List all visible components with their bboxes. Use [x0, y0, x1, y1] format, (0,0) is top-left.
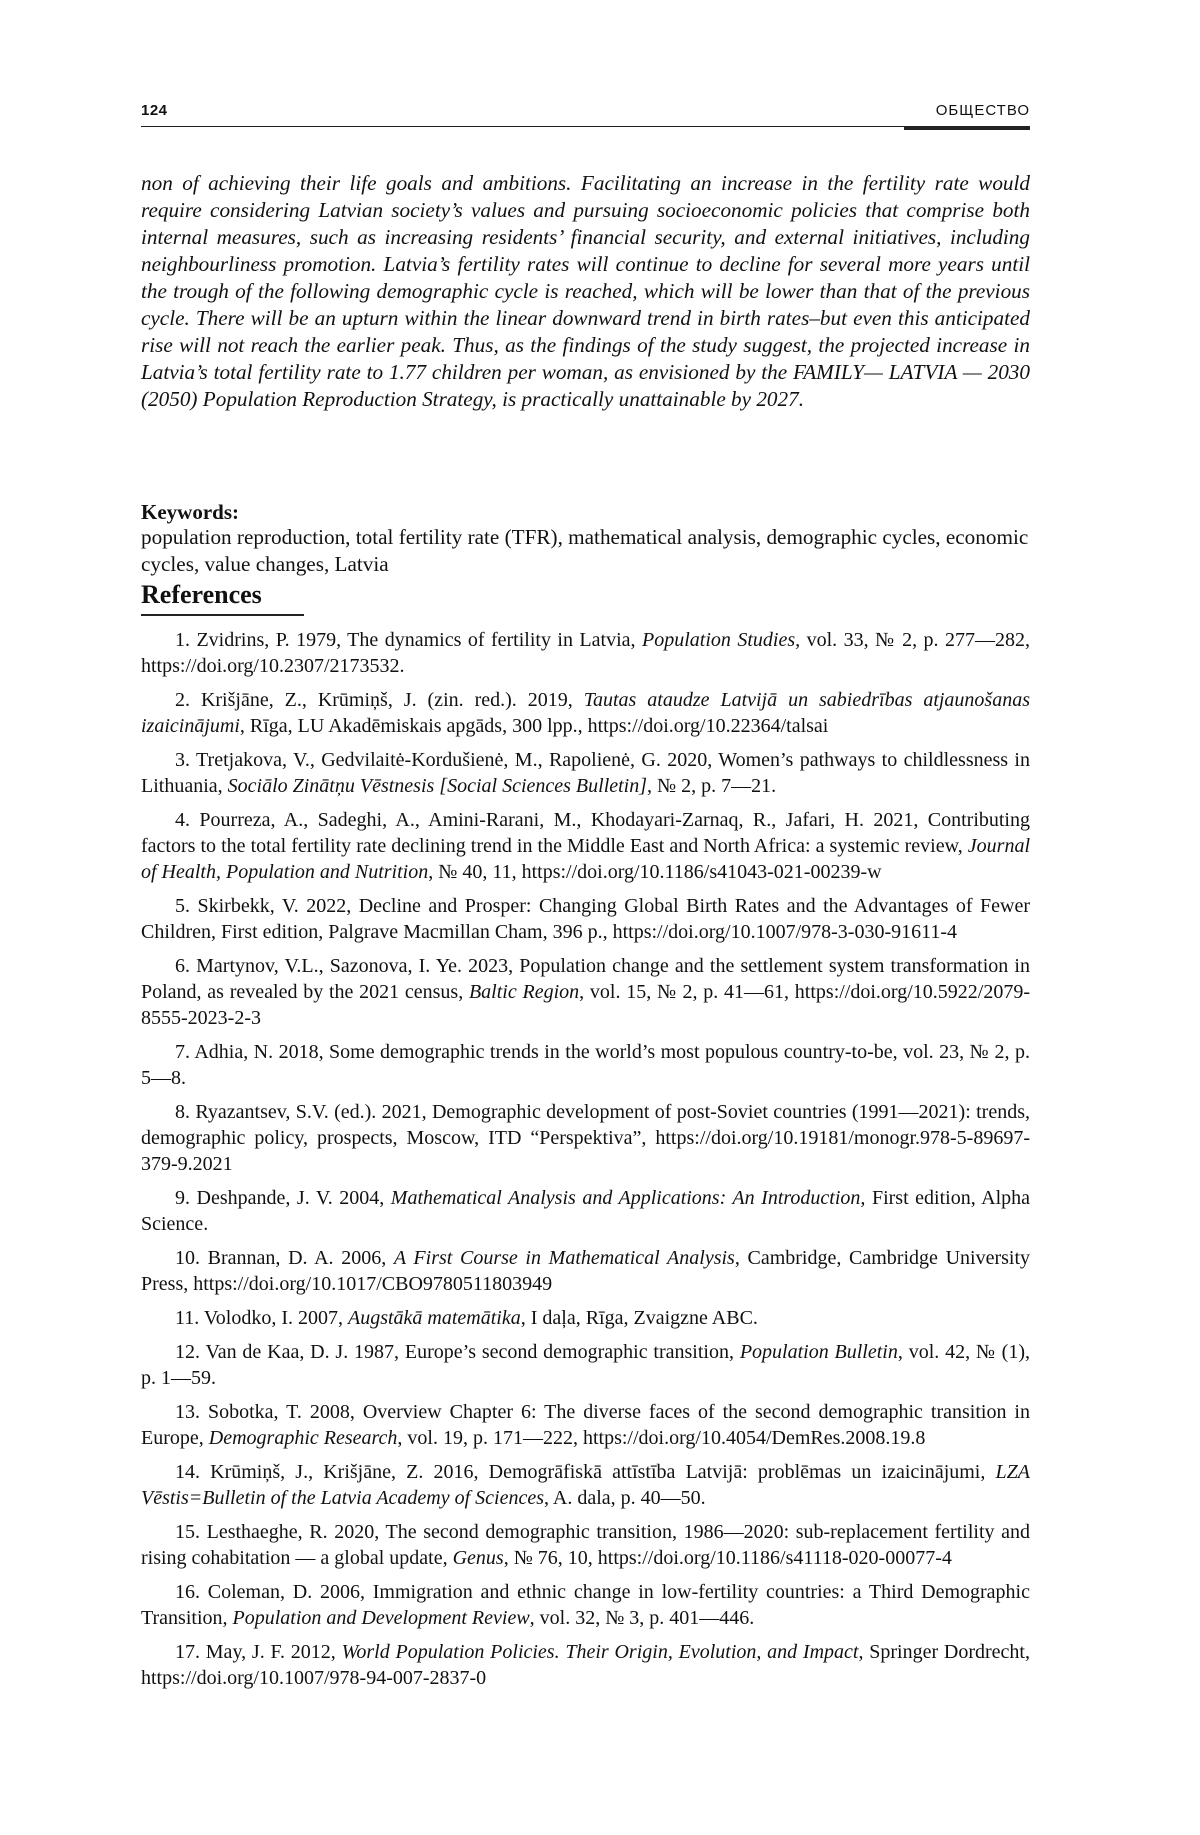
- references-heading-rule: [141, 614, 304, 616]
- reference-source-title: Population Studies,: [641, 629, 801, 651]
- reference-item: [141, 1099, 1030, 1177]
- reference-item: [141, 893, 1030, 945]
- reference-text: 15. Lesthaeghe, R. 2020, The second demographic transition, 1986—2020: sub-replacement fertility and rising cohabitation — a global update,: [141, 1521, 1030, 1569]
- references-list: [141, 627, 1030, 1699]
- reference-text: 8. Ryazantsev, S.V. (ed.). 2021, Demographic development of post-Soviet countries (1991—2021): trends, demographic policy, prospects, Moscow, ITD “Perspektiva”, https://doi.org/10.19181/monogr.978-5-89697-379-9.2021: [141, 1101, 1030, 1175]
- reference-details: , vol. 19, p. 171—222, https://doi.org/10.4054/DemRes.2008.19.8: [397, 1427, 926, 1449]
- reference-source-title: Baltic Region: [468, 981, 580, 1003]
- reference-text: 16. Coleman, D. 2006, Immigration and ethnic change in low-fertility countries: a Third Demographic Transition,: [141, 1581, 1030, 1629]
- keywords-label: Keywords:: [141, 500, 239, 524]
- reference-text: 13. Sobotka, T. 2008, Overview Chapter 6: The diverse faces of the second demographic transition in Europe,: [141, 1401, 1030, 1449]
- abstract-text: non of achieving their life goals and ambitions. Facilitating an increase in the fertility rate would require considering Latvian society’s values and pursuing socioeconomic policies that comprise both internal measures, such as increasing residents’ financial security, and external initiatives, including neighbourliness promotion. Latvia’s fertility rates will continue to decline for several more years until the trough of the following demographic cycle is reached, which will be lower than that of the previous cycle. There will be an upturn within the linear downward trend in birth rates–but even this anticipated rise will not reach the earlier peak. Thus, as the findings of the study suggest, the projected increase in Latvia’s total fertility rate to 1.77 children per woman, as envisioned by the FAMILY— LATVIA — 2030 (2050) Population Reproduction Strategy, is practically unattainable by 2027.: [141, 171, 1030, 411]
- reference-source-title: Augstākā matemātika: [347, 1307, 521, 1329]
- reference-text: 14. Krūmiņš, J., Krišjāne, Z. 2016, Demogrāfiskā attīstība Latvijā: problēmas un izaicinājumi,: [175, 1461, 996, 1483]
- section-title: ОБЩЕСТВО: [935, 102, 1030, 119]
- references-heading: References: [141, 580, 262, 609]
- reference-source-title: Tautas ataudze Latvijā un sabiedrības atjaunošanas izaicinājumi: [141, 689, 1030, 737]
- reference-details: First edition, Alpha Science.: [141, 1187, 1030, 1235]
- reference-source-title: Demographic Research: [208, 1427, 398, 1449]
- reference-source-title: Journal of Health, Population and Nutrition: [141, 835, 1030, 883]
- reference-item: [141, 1459, 1030, 1511]
- reference-item: [141, 1185, 1030, 1237]
- reference-item: [141, 1519, 1030, 1571]
- reference-details: , A. dala, p. 40—50.: [544, 1487, 706, 1509]
- running-header: [141, 98, 1030, 132]
- reference-source-title: Sociālo Zinātņu Vēstnesis [Social Sciences Bulletin]: [227, 775, 648, 797]
- reference-text: 3. Tretjakova, V., Gedvilaitė-Kordušienė, M., Rapolienė, G. 2020, Women’s pathways to childlessness in Lithuania,: [141, 749, 1030, 797]
- reference-item: [141, 807, 1030, 885]
- reference-item: [141, 627, 1030, 679]
- reference-text: 4. Pourreza, A., Sadeghi, A., Amini-Rarani, M., Khodayari-Zarnaq, R., Jafari, H. 2021, Contributing factors to the total fertility rate declining trend in the Middle East and North Africa: a systemic review,: [141, 809, 1030, 857]
- reference-text: 9. Deshpande, J. V. 2004,: [175, 1187, 391, 1209]
- reference-details: , Cambridge, Cambridge University Press, https://doi.org/10.1017/CBO9780511803949: [141, 1247, 1031, 1295]
- reference-text: 10. Brannan, D. A. 2006,: [175, 1247, 394, 1269]
- reference-text: 6. Martynov, V.L., Sazonova, I. Ye. 2023, Population change and the settlement system transformation in Poland, as revealed by the 2021 census,: [141, 955, 1030, 1003]
- reference-details: , Springer Dordrecht, https://doi.org/10.1007/978-94-007-2837-0: [141, 1641, 1030, 1689]
- reference-item: [141, 1245, 1030, 1297]
- reference-text: 2. Krišjāne, Z., Krūmiņš, J. (zin. red.). 2019,: [175, 689, 584, 711]
- reference-source-title: LZA Vēstis=Bulletin of the Latvia Academy of Sciences: [141, 1461, 1030, 1509]
- reference-text: 17. May, J. F. 2012,: [175, 1641, 342, 1663]
- reference-source-title: Population and Development Review: [232, 1607, 530, 1629]
- reference-item: [141, 1579, 1030, 1631]
- reference-text: 12. Van de Kaa, D. J. 1987, Europe’s second demographic transition,: [175, 1341, 740, 1363]
- reference-details: , vol. 32, № 3, p. 401—446.: [529, 1607, 755, 1629]
- keywords-text: population reproduction, total fertility rate (TFR), mathematical analysis, demographic cycles, economic cycles, value changes, Latvia: [141, 525, 1029, 576]
- reference-details: vol. 33, № 2, p. 277—282, https://doi.org/10.2307/2173532.: [141, 629, 1030, 677]
- reference-source-title: Population Bulletin: [739, 1341, 898, 1363]
- reference-source-title: Genus: [452, 1547, 504, 1569]
- page-number: 124: [141, 102, 168, 119]
- reference-source-title: A First Course in Mathematical Analysis: [393, 1247, 735, 1269]
- header-rule: [141, 126, 1030, 127]
- reference-item: [141, 953, 1030, 1031]
- reference-item: [141, 1039, 1030, 1091]
- reference-text: 1. Zvidrins, P. 1979, The dynamics of fertility in Latvia,: [175, 629, 642, 651]
- reference-details: , № 2, p. 7—21.: [647, 775, 777, 797]
- reference-source-title: Mathematical Analysis and Applications: An Introduction,: [390, 1187, 866, 1209]
- reference-item: [141, 1305, 1030, 1331]
- reference-details: , Rīga, LU Akadēmiskais apgāds, 300 lpp., https://doi.org/10.22364/talsai: [239, 715, 829, 737]
- header-rule-accent: [904, 126, 1030, 130]
- reference-item: [141, 687, 1030, 739]
- reference-details: , I daļa, Rīga, Zvaigzne ABC.: [520, 1307, 758, 1329]
- reference-details: , vol. 42, № (1), p. 1—59.: [141, 1341, 1030, 1389]
- reference-text: 5. Skirbekk, V. 2022, Decline and Prosper: Changing Global Birth Rates and the Advantages of Fewer Children, First edition, Palgrave Macmillan Cham, 396 p., https://doi.org/10.1007/978-3-030-91611-4: [141, 895, 1030, 943]
- reference-item: [141, 1639, 1030, 1691]
- reference-details: , № 76, 10, https://doi.org/10.1186/s41118-020-00077-4: [503, 1547, 952, 1569]
- reference-details: , № 40, 11, https://doi.org/10.1186/s41043-021-00239-w: [428, 861, 882, 883]
- reference-item: [141, 1399, 1030, 1451]
- reference-item: [141, 1339, 1030, 1391]
- reference-item: [141, 747, 1030, 799]
- reference-source-title: World Population Policies. Their Origin, Evolution, and Impact: [341, 1641, 859, 1663]
- reference-details: , vol. 15, № 2, p. 41—61, https://doi.org/10.5922/2079-8555-2023-2-3: [141, 981, 1030, 1029]
- reference-text: 11. Volodko, I. 2007,: [175, 1307, 348, 1329]
- reference-text: 7. Adhia, N. 2018, Some demographic trends in the world’s most populous country-to-be, vol. 23, № 2, p. 5—8.: [141, 1041, 1030, 1089]
